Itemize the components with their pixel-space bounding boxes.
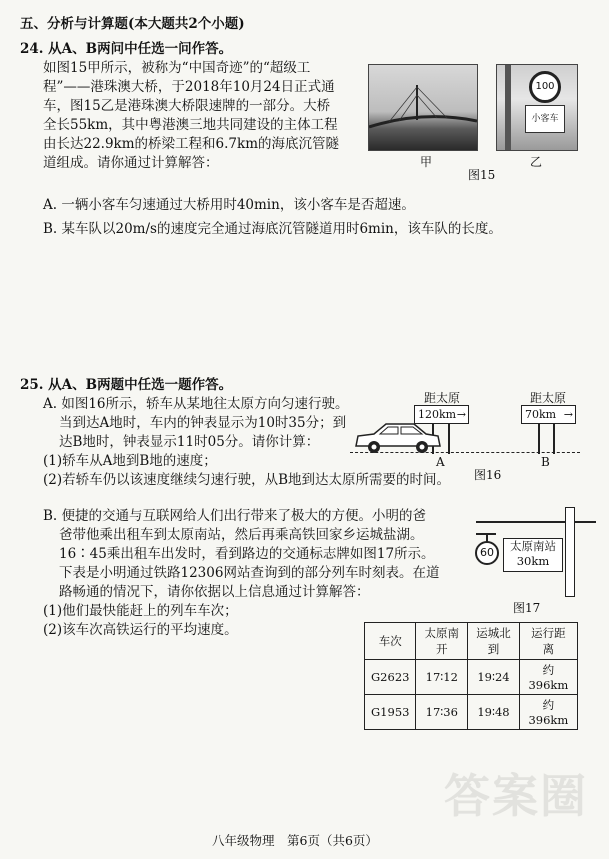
table-cell: 17∶36 xyxy=(416,695,468,730)
q24-line: 车，图15乙是港珠澳大桥限速牌的一部分。大桥 xyxy=(43,98,331,114)
q24-line: 如图15甲所示，被称为“中国奇迹”的“超级工 xyxy=(43,60,311,76)
q24-line: 全长55km，其中粤港澳三地共同建设的主体工程 xyxy=(43,117,338,133)
q25-a-line: (1)轿车从A地到B地的速度； xyxy=(43,453,217,469)
sign-b xyxy=(521,405,576,424)
q25-b-line: (1)他们最快能赶上的列车车次； xyxy=(43,603,238,619)
sign-a-title: 距太原 xyxy=(424,391,461,405)
fig16-caption: 图16 xyxy=(474,468,502,482)
fig15-label-jia: 甲 xyxy=(420,155,433,169)
table-cell: G2623 xyxy=(365,660,416,695)
sign-b-title: 距太原 xyxy=(530,391,567,405)
table-cell: 17∶12 xyxy=(416,660,468,695)
q25-a-line: 当到达A地时，车内的钟表显示为10时35分；到 xyxy=(59,415,347,431)
q25-b-line: 路畅通的情况下，请你依据以上信息通过计算解答： xyxy=(59,584,370,600)
q24-paragraph xyxy=(43,59,339,173)
table-cell: 约396km xyxy=(519,660,577,695)
q24-line: 程”——港珠澳大桥，于2018年10月24日正式通 xyxy=(43,79,335,95)
sign-a-value: 120km xyxy=(418,408,457,421)
q25-heading: 25. 从A、B两题中任选一题作答。 xyxy=(20,377,233,393)
table-header: 运行距离 xyxy=(519,623,577,660)
station-sign xyxy=(503,538,563,572)
table-row xyxy=(365,660,578,695)
page-footer: 八年级物理 第6页（共6页） xyxy=(212,833,378,848)
q24-line: 道组成。请你通过计算解答： xyxy=(43,155,219,171)
q24-option-b: B. 某车队以20m/s的速度完全通过海底沉管隧道用时6min，该车队的长度。 xyxy=(43,221,502,237)
point-b-label: B xyxy=(541,455,550,469)
table-row xyxy=(365,695,578,730)
road-line xyxy=(350,452,580,453)
q25-a-line: (2)若轿车仍以该速度继续匀速行驶，从B地到达太原所需要的时间。 xyxy=(43,472,451,488)
speed-sign-photo xyxy=(496,64,578,151)
table-cell: 约396km xyxy=(519,695,577,730)
train-timetable xyxy=(364,622,578,730)
q25-b-line: B. 便捷的交通与互联网给人们出行带来了极大的方便。小明的爸 xyxy=(43,508,427,524)
station-name: 太原南站 xyxy=(510,539,556,553)
q24-option-a: A. 一辆小客车匀速通过大桥用时40min，该小客车是否超速。 xyxy=(43,197,415,213)
q24-line: 由长达22.9km的桥梁工程和6.7km的海底沉管隧 xyxy=(43,136,339,152)
car-type-sign: 小客车 xyxy=(525,105,565,133)
sign-b-value: 70km xyxy=(525,408,557,421)
speed-limit-icon: 60 xyxy=(475,541,499,565)
arrow-right-icon: → xyxy=(456,408,466,421)
q25-b-line: (2)该车次高铁运行的平均速度。 xyxy=(43,622,238,638)
table-header: 运城北到 xyxy=(468,623,520,660)
bridge-photo xyxy=(368,64,478,151)
q25-b-block xyxy=(43,507,439,640)
table-header: 车次 xyxy=(365,623,416,660)
table-header-row xyxy=(365,623,578,660)
station-distance: 30km xyxy=(516,554,550,568)
watermark-logo: 答案圈 xyxy=(444,769,588,823)
q25-a-line: 达B地时，钟表显示11时05分。请你计算： xyxy=(59,434,320,450)
q25-b-line: 爸带他乘出租车到太原南站，然后再乘高铁回家乡运城盐湖。 xyxy=(59,527,424,543)
q25-a-line: A. 如图16所示，轿车从某地往太原方向匀速行驶。 xyxy=(43,396,349,412)
q24-heading: 24. 从A、B两问中任选一问作答。 xyxy=(20,41,233,57)
table-cell: 19∶24 xyxy=(468,660,520,695)
table-header: 太原南开 xyxy=(416,623,468,660)
fig15-caption: 图15 xyxy=(468,168,496,182)
bridge-image-icon xyxy=(369,65,477,150)
q25-b-line: 16∶45乘出租车出发时，看到路边的交通标志牌如图17所示。 xyxy=(59,546,435,562)
table-cell: 19∶48 xyxy=(468,695,520,730)
fig15-label-yi: 乙 xyxy=(530,155,543,169)
fig17-caption: 图17 xyxy=(513,601,541,615)
point-a-label: A xyxy=(436,455,445,469)
q25-b-line: 下表是小明通过铁路12306网站查询到的部分列车时刻表。在道 xyxy=(59,565,440,581)
speed-limit-icon: 100 xyxy=(529,71,561,103)
section-title: 五、分析与计算题(本大题共2个小题) xyxy=(20,16,245,32)
table-cell: G1953 xyxy=(365,695,416,730)
arrow-right-icon: → xyxy=(563,408,573,421)
